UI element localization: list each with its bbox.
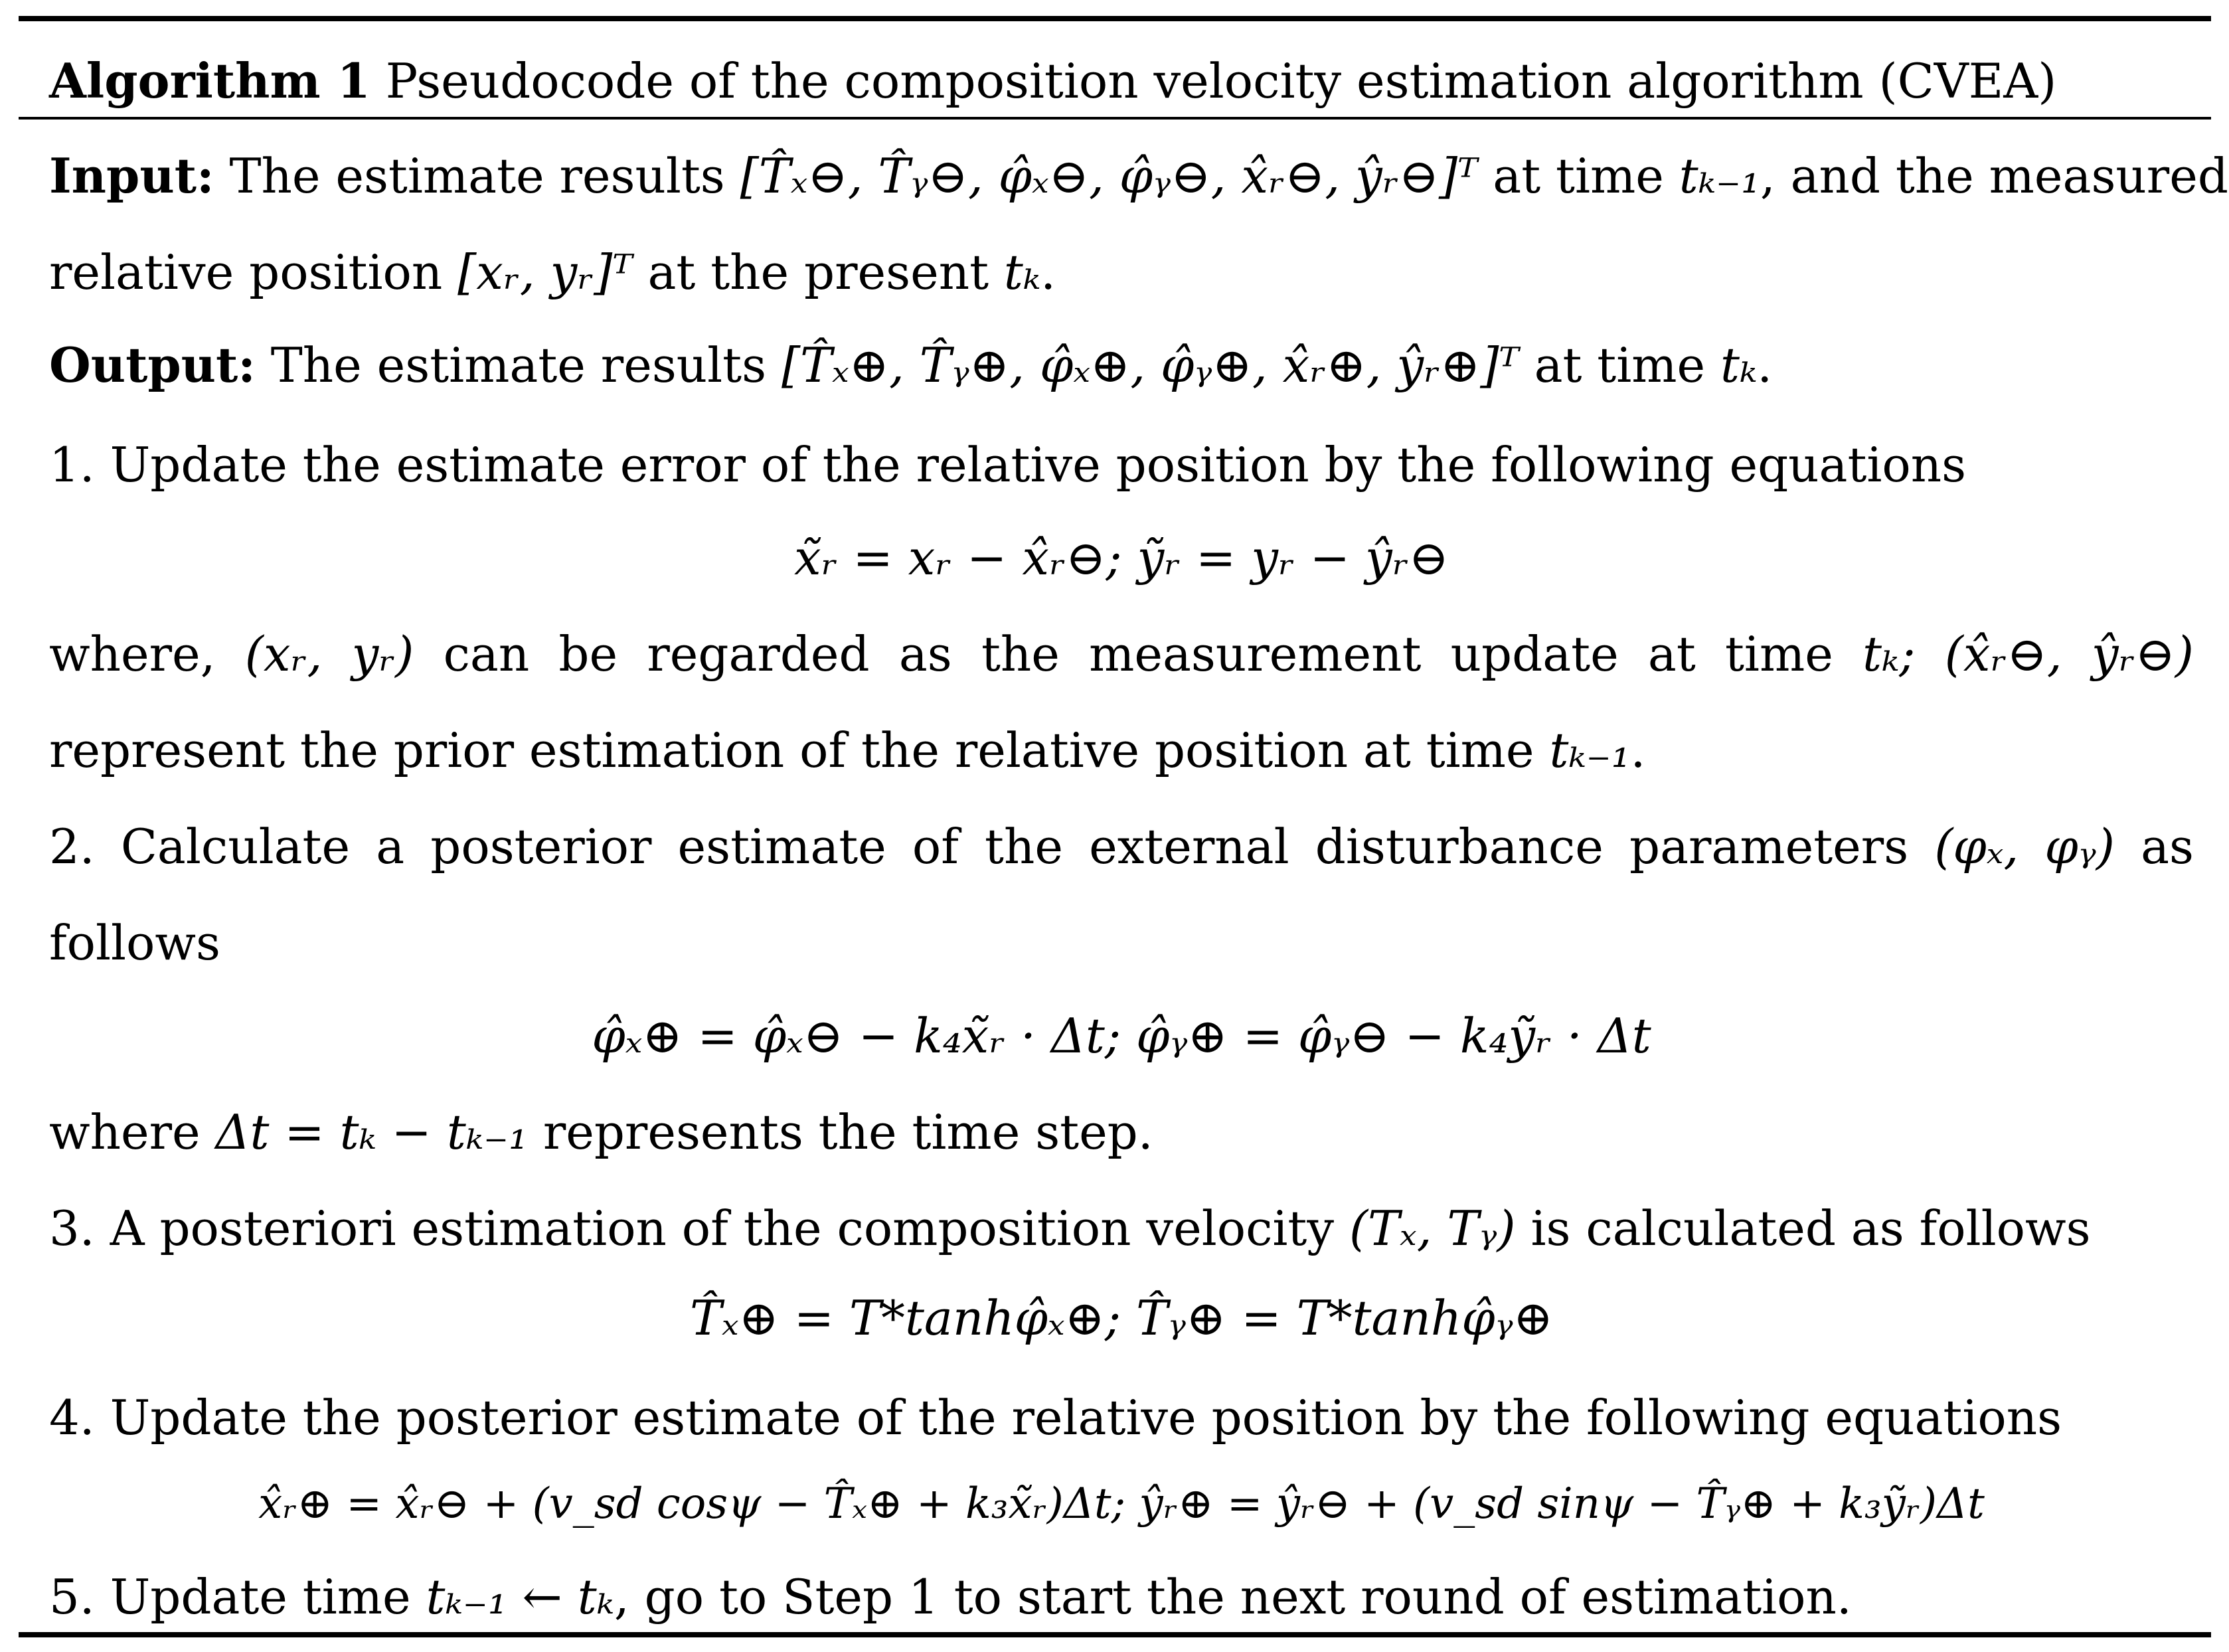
step-2-eq-text: φ̂ₓ⊕ = φ̂ₓ⊖ − k₄x̃ᵣ · Δt; φ̂ᵧ⊕ = φ̂ᵧ⊖ − k₄ỹᵣ · Δt	[592, 1008, 1651, 1064]
step-2-text-b: (φₓ, φᵧ)	[1934, 819, 2115, 874]
step-1-where2-c: .	[1630, 722, 1646, 778]
step-3-equation	[49, 1285, 2194, 1351]
step-1-label: 1. Update the estimate error of the relative position by the following equations	[49, 437, 1967, 493]
step-2-where-b: Δt = tₖ − tₖ₋₁	[215, 1104, 528, 1160]
step-2-where-a: where	[49, 1104, 201, 1160]
output-end: .	[1757, 337, 1773, 393]
step-2-where	[49, 1099, 2194, 1165]
step-2-where-c: represents the time step.	[542, 1104, 1153, 1160]
output-math: [T̂ₓ⊕, T̂ᵧ⊕, φ̂ₓ⊕, φ̂ᵧ⊕, x̂ᵣ⊕, ŷᵣ⊕]ᵀ	[781, 337, 1519, 393]
output-time: tₖ	[1720, 337, 1758, 393]
step-2-text-c: as	[2141, 819, 2194, 874]
input-math: [T̂ₓ⊖, T̂ᵧ⊖, φ̂ₓ⊖, φ̂ᵧ⊖, x̂ᵣ⊖, ŷᵣ⊖]ᵀ	[740, 148, 1478, 204]
step-3-eq-text: T̂ₓ⊕ = T*tanhφ̂ₓ⊕; T̂ᵧ⊕ = T*tanhφ̂ᵧ⊕	[689, 1290, 1554, 1346]
step-2-text	[49, 813, 2194, 880]
step-1-where-line	[49, 621, 2194, 687]
input-line2-math: [xᵣ, yᵣ]ᵀ	[457, 244, 633, 300]
step-1-where-e: (x̂ᵣ⊖, ŷᵣ⊖)	[1944, 626, 2194, 682]
step-5-a: 5. Update time	[49, 1569, 411, 1625]
input-pre: The estimate results	[229, 148, 725, 204]
caption-rule	[19, 117, 2211, 120]
bottom-rule	[19, 1632, 2211, 1637]
input-post: , and the measured	[1760, 148, 2228, 204]
step-1-text	[49, 432, 2194, 498]
input-line-1	[49, 143, 2228, 209]
step-5-text	[49, 1564, 2194, 1630]
caption-text: Pseudocode of the composition velocity estimation algorithm (CVEA)	[385, 53, 2057, 109]
step-1-equation	[49, 525, 2194, 591]
output-mid: at time	[1534, 337, 1706, 393]
step-1-where-c: can be regarded as the measurement update at time	[443, 626, 1833, 682]
step-4-label: 4. Update the posterior estimate of the relative position by the following equations	[49, 1390, 2062, 1446]
input-label: Input:	[49, 147, 214, 204]
output-pre: The estimate results	[270, 337, 767, 393]
step-3-text-a: 3. A posteriori estimation of the composition velocity	[49, 1200, 1335, 1256]
input-line-2	[49, 239, 2194, 305]
input-line2-mid: at the present	[647, 244, 989, 300]
step-4-equation	[49, 1471, 2194, 1537]
caption-label: Algorithm 1	[49, 52, 371, 109]
output-label: Output:	[49, 337, 256, 393]
input-line2-pre: relative position	[49, 244, 443, 300]
step-2-follows: follows	[49, 915, 220, 971]
step-1-where-line-2	[49, 717, 2194, 784]
step-1-where-b: (xᵣ, yᵣ)	[244, 626, 414, 682]
input-time: tₖ₋₁	[1679, 148, 1760, 204]
step-2-text-2	[49, 910, 2194, 976]
step-5-b: tₖ₋₁ ← tₖ	[426, 1569, 614, 1625]
step-2-text-a: 2. Calculate a posterior estimate of the external disturbance parameters	[49, 819, 1909, 874]
step-4-eq-text: x̂ᵣ⊕ = x̂ᵣ⊖ + (v_sd cosψ − T̂ₓ⊕ + k₃x̃ᵣ)Δt; ŷᵣ⊕ = ŷᵣ⊖ + (v_sd sinψ − T̂ᵧ⊕ + k₃ỹᵣ)Δt	[258, 1479, 1985, 1528]
step-3-text	[49, 1195, 2194, 1262]
step-1-where2-a: represent the prior estimation of the relative position at time	[49, 722, 1534, 778]
step-5-c: , go to Step 1 to start the next round of estimation.	[614, 1569, 1852, 1625]
step-1-where2-b: tₖ₋₁	[1549, 722, 1631, 778]
step-1-where-d: tₖ;	[1862, 626, 1916, 682]
step-4-text	[49, 1384, 2194, 1451]
top-rule	[19, 16, 2211, 21]
input-line2-end: .	[1040, 244, 1056, 300]
input-line2-time: tₖ	[1003, 244, 1041, 300]
algorithm-caption	[49, 48, 2194, 114]
step-2-equation	[49, 1003, 2194, 1069]
step-3-text-c: is calculated as follows	[1530, 1200, 2091, 1256]
input-mid: at time	[1493, 148, 1664, 204]
output-line	[49, 332, 2194, 398]
step-1-eq-text: x̃ᵣ = xᵣ − x̂ᵣ⊖; ỹᵣ = yᵣ − ŷᵣ⊖	[793, 530, 1449, 586]
step-3-text-b: (Tₓ, Tᵧ)	[1349, 1200, 1516, 1256]
step-1-where-a: where,	[49, 626, 216, 682]
